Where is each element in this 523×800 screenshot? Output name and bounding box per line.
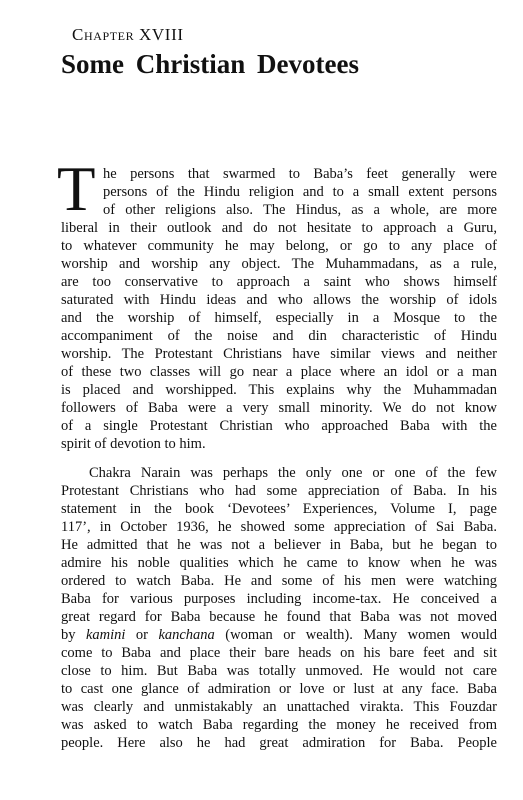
italic-term: kanchana [158,627,215,643]
text-line: people. Here also he had great admiration for Baba. People [61,735,497,751]
text-line: worship. The Protestant Christians have similar views and neither [61,346,497,362]
text-line: accompaniment of the noise and din characteristic of Hindu [61,328,497,344]
text-line: liberal in their outlook and do not hesitate to approach a Guru, [61,220,497,236]
chapter-label: Chapter XVIII [72,25,184,44]
text-line: was clearly and unmistakably an unattached virakta. This Fouzdar [61,699,497,715]
drop-cap: T [57,154,96,224]
text-line: of other religions also. The Hindus, as a whole, are more [103,202,497,218]
text-line: statement in the book ‘Devotees’ Experiences, Volume I, page [61,501,497,517]
text-line: Protestant Christians who had some appreciation of Baba. In his [61,483,497,499]
chapter-title: Some Christian Devotees [61,49,359,79]
text-line: by kamini or kanchana (woman or wealth). Many women would [61,627,498,643]
text-line: come to Baba and place their bare heads on his bare feet and sit [61,645,497,661]
text-line: he persons that swarmed to Baba’s feet generally were [103,166,497,182]
text-line: saturated with Hindu ideas and who allows the worship of idols [61,292,497,308]
text-line: great regard for Baba because he found that Baba was not moved [61,609,497,625]
text-line: followers of Baba were a very small minority. We do not know [61,400,497,416]
italic-term: kamini [85,627,126,643]
text-line: worship and worship any object. The Muhammadans, as a rule, [61,256,497,272]
text-line: and the worship of himself, especially in a Mosque to the [61,310,497,326]
text-line: spirit of devotion to him. [61,436,206,452]
text-line: ordered to watch Baba. He and some of his men were watching [61,573,497,589]
text-line: Chakra Narain was perhaps the only one or one of the few [89,465,497,481]
text-line: persons of the Hindu religion and to a small extent persons [103,184,497,200]
text-line: of a single Protestant Christian who approached Baba with the [61,418,497,434]
text-line: Baba for various purposes including income-tax. He conceived a [61,591,497,607]
text-line: to whatever community he may belong, or go to any place of [61,238,497,254]
text-line: admire his noble qualities which he came to know when he was [61,555,497,571]
text-line: of these two classes will go near a place where an idol or a man [61,364,497,380]
text-line: to cast one glance of admiration or love or lust at any face. Baba [61,681,497,697]
text-line: He admitted that he was not a believer in Baba, but he began to [61,537,497,553]
text-line: close to him. But Baba was totally unmoved. He would not care [61,663,497,679]
text-line: was asked to watch Baba regarding the money he received from [61,717,497,733]
text-line: 117’, in October 1936, he showed some appreciation of Sai Baba. [61,519,497,535]
text-line: is placed and worshipped. This explains why the Muhammadan [61,382,497,398]
text-line: are too conservative to approach a saint who shows himself [61,274,497,290]
